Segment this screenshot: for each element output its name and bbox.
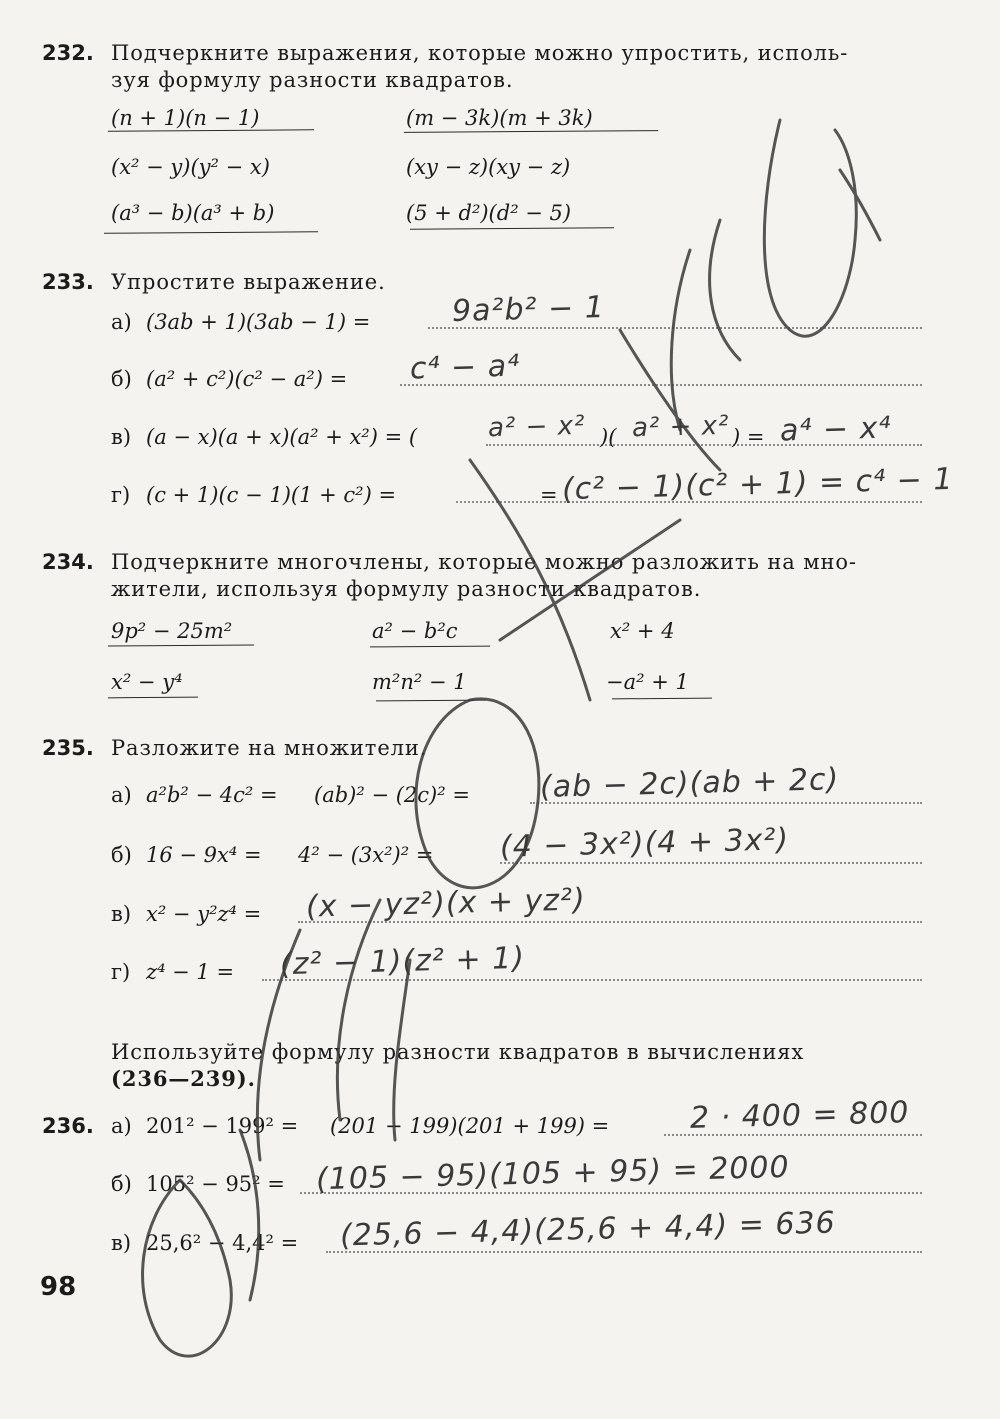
p234-item-1: 9p² − 25m² — [111, 619, 233, 643]
p233-expr-v-mid: )( — [600, 425, 617, 449]
underline-mark — [108, 697, 198, 699]
p234-item-6: −a² + 1 — [606, 670, 689, 694]
p236-printed-a: (201 − 199)(201 + 199) = — [330, 1114, 610, 1138]
underline-mark — [612, 698, 712, 700]
p232-item-6: (5 + d²)(d² − 5) — [406, 201, 572, 225]
problem-number-235: 235. — [42, 736, 94, 760]
p232-item-1: (n + 1)(n − 1) — [111, 106, 260, 130]
p233-label-v: в) — [111, 425, 132, 449]
p233-expr-g-mid: = — [540, 483, 558, 507]
instruction-text-line1: Используйте формулу разности квадратов в вычислениях — [111, 1040, 805, 1064]
p233-label-a: а) — [111, 310, 132, 334]
handwritten-answer-233v: a⁴ − x⁴ — [779, 410, 892, 449]
p235-label-v: в) — [111, 902, 132, 926]
handwritten-answer-235b: (4 − 3x²)(4 + 3x²) — [499, 822, 790, 865]
p234-item-3: x² + 4 — [610, 619, 675, 643]
p233-expr-a: (3ab + 1)(3ab − 1) = — [146, 310, 371, 334]
handwritten-answer-236a: 2 · 400 = 800 — [689, 1095, 910, 1136]
p236-expr-v: 25,6² − 4,4² = — [146, 1231, 299, 1255]
p233-expr-v: (a − x)(a + x)(a² + x²) = ( — [146, 425, 418, 449]
p233-expr-v-end: ) = — [732, 425, 765, 449]
p236-label-v: в) — [111, 1231, 132, 1255]
p235-expr-v: x² − y²z⁴ = — [146, 902, 262, 926]
handwritten-answer-236b: (105 − 95)(105 + 95) = 2000 — [315, 1149, 791, 1198]
problem-233-text: Упростите выражение. — [111, 270, 386, 294]
p235-label-g: г) — [111, 960, 131, 984]
p235-expr-g: z⁴ − 1 = — [146, 960, 235, 984]
p233-expr-g: (c + 1)(c − 1)(1 + c²) = — [146, 483, 397, 507]
problem-234-text-line2: жители, используя формулу разности квадратов. — [111, 577, 702, 601]
p236-label-a: а) — [111, 1114, 132, 1138]
p234-item-5: m²n² − 1 — [372, 670, 467, 694]
underline-mark — [370, 646, 490, 648]
underline-mark — [410, 227, 614, 229]
problem-number-234: 234. — [42, 550, 94, 574]
p236-label-b: б) — [111, 1172, 132, 1196]
p233-expr-b: (a² + c²)(c² − a²) = — [146, 367, 348, 391]
p235-expr-b: 16 − 9x⁴ = — [146, 843, 262, 867]
p235-printed-a: (ab)² − (2c)² = — [314, 783, 470, 807]
p232-item-4: (xy − z)(xy − z) — [406, 155, 571, 179]
p236-expr-a: 201² − 199² = — [146, 1114, 299, 1138]
problem-232-text-line2: зуя формулу разности квадратов. — [111, 68, 514, 92]
p233-label-g: г) — [111, 483, 131, 507]
instruction-text-line2: (236—239). — [111, 1066, 256, 1091]
handwritten-233v-part1: a² − x² — [487, 410, 586, 444]
problem-234-text-line1: Подчеркните многочлены, которые можно разложить на мно- — [111, 550, 857, 574]
underline-mark — [104, 231, 318, 233]
p232-item-2: (m − 3k)(m + 3k) — [406, 106, 593, 130]
p235-label-a: а) — [111, 783, 132, 807]
p234-item-4: x² − y⁴ — [111, 670, 183, 694]
p234-item-2: a² − b²c — [372, 619, 458, 643]
problem-235-text: Разложите на множители. — [111, 736, 428, 760]
problem-number-236: 236. — [42, 1114, 94, 1138]
handwritten-answer-233a: 9a²b² − 1 — [451, 290, 606, 329]
handwritten-answer-235a: (ab − 2c)(ab + 2c) — [539, 762, 840, 805]
p236-expr-b: 105² − 95² = — [146, 1172, 285, 1196]
p232-item-3: (x² − y)(y² − x) — [111, 155, 270, 179]
p235-expr-a: a²b² − 4c² = — [146, 783, 278, 807]
underline-mark — [376, 700, 486, 702]
p235-label-b: б) — [111, 843, 132, 867]
handwritten-233v-part2: a² + x² — [631, 410, 730, 444]
p235-printed-b: 4² − (3x²)² = — [298, 843, 434, 867]
underline-mark — [108, 129, 314, 131]
underline-mark — [108, 644, 254, 646]
p232-item-5: (a³ − b)(a³ + b) — [111, 201, 275, 225]
handwritten-answer-236v: (25,6 − 4,4)(25,6 + 4,4) = 636 — [339, 1205, 837, 1254]
handwritten-answer-235g: (z² − 1)(z² + 1) — [279, 940, 526, 983]
page-number: 98 — [40, 1272, 77, 1302]
underline-mark — [404, 130, 658, 133]
problem-number-232: 232. — [42, 41, 94, 65]
problem-232-text-line1: Подчеркните выражения, которые можно упростить, исполь- — [111, 41, 849, 65]
handwritten-answer-233b: c⁴ − a⁴ — [409, 348, 521, 387]
handwritten-answer-235v: (x − yz²)(x + yz²) — [305, 882, 587, 925]
p233-label-b: б) — [111, 367, 132, 391]
handwritten-answer-233g: (c² − 1)(c² + 1) = c⁴ − 1 — [561, 461, 954, 508]
problem-number-233: 233. — [42, 270, 94, 294]
